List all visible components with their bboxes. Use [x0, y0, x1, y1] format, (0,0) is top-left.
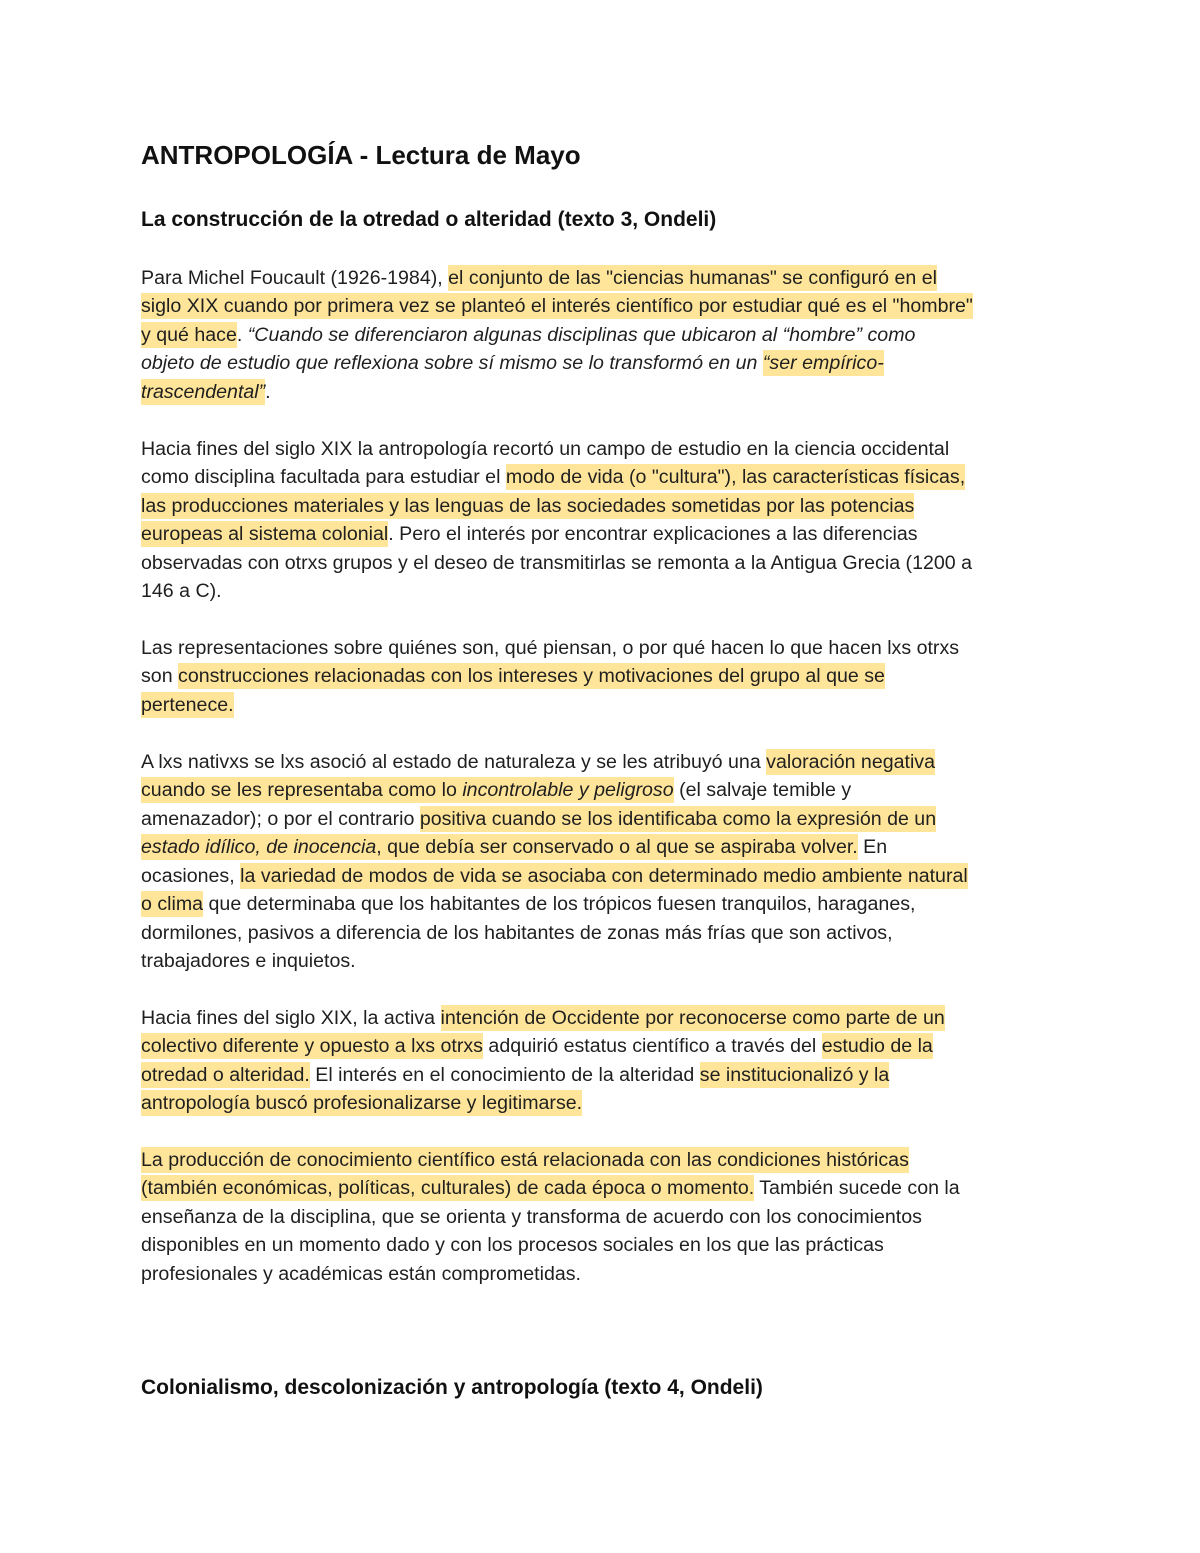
document-title: ANTROPOLOGÍA - Lectura de Mayo	[141, 140, 581, 170]
text-line	[141, 549, 972, 577]
highlighted-text: La producción de conocimiento científico está relacionada con las condiciones históricas	[141, 1149, 909, 1171]
text-run: Para Michel Foucault (1926-1984),	[141, 267, 449, 289]
highlighted-text: trascendental”	[141, 380, 266, 403]
highlighted-text: colectivo diferente y opuesto a lxs otrxs	[141, 1035, 483, 1058]
text-line	[141, 292, 973, 320]
text-run: dormilones, pasivos a diferencia de los habitantes de zonas más frías que son activos,	[141, 921, 893, 944]
text-line	[141, 776, 968, 804]
text-line	[141, 1231, 960, 1259]
text-run: Las representaciones sobre quiénes son, qué piensan, o por qué hacen lo que hacen lxs otrxs	[141, 637, 960, 659]
text-line	[141, 1004, 945, 1032]
text-line	[141, 435, 972, 463]
text-line	[141, 1203, 960, 1231]
paragraph	[141, 264, 973, 406]
text-line	[141, 321, 973, 349]
text-line	[141, 947, 968, 975]
text-run: disponibles en un momento dado y con los procesos sociales en los que las prácticas	[141, 1234, 884, 1257]
text-run: adquirió estatus científico a través del	[482, 1035, 822, 1058]
text-line	[141, 378, 973, 406]
text-line	[141, 520, 972, 548]
text-run: son	[141, 665, 179, 688]
text-line	[141, 890, 968, 918]
text-run: . Pero el interés por encontrar explicaciones a las diferencias	[388, 523, 918, 546]
highlighted-text: se institucionalizó y la	[699, 1063, 890, 1086]
highlighted-text: positiva cuando se los identificaba como la expresión de un	[419, 807, 937, 830]
text-run: como disciplina facultada para estudiar el	[141, 466, 506, 489]
paragraph	[141, 1146, 960, 1288]
text-line	[141, 862, 968, 890]
text-run: “Cuando se diferenciaron algunas disciplinas que ubicaron al “hombre” como	[247, 323, 916, 346]
text-run: También sucede con la	[754, 1177, 960, 1200]
highlighted-text: siglo XIX cuando por primera vez se planteó el interés científico por estudiar qué es el "hombre"	[141, 295, 973, 318]
paragraph	[141, 748, 968, 976]
text-run: 146 a C).	[141, 580, 222, 603]
highlighted-text: o clima	[141, 893, 204, 916]
text-run: profesionales y académicas están comprometidas.	[141, 1262, 581, 1285]
text-run: enseñanza de la disciplina, que se orienta y transforma de acuerdo con los conocimientos	[141, 1205, 922, 1228]
text-run: Hacia fines del siglo XIX la antropología recortó un campo de estudio en la ciencia occidental	[141, 438, 950, 460]
highlighted-text: construcciones relacionadas con los intereses y motivaciones del grupo al que se	[178, 665, 885, 688]
text-line	[141, 691, 959, 719]
highlighted-text: europeas al sistema colonial	[141, 523, 389, 546]
text-line	[141, 349, 973, 377]
highlighted-text: (también económicas, políticas, culturales) de cada época o momento.	[141, 1177, 755, 1200]
text-line	[141, 1061, 945, 1089]
highlighted-text: , que debía ser conservado o al que se aspiraba volver.	[376, 836, 858, 859]
text-line	[141, 264, 973, 292]
highlighted-text: intención de Occidente por reconocerse como parte de un	[440, 1007, 945, 1029]
highlighted-text: antropología buscó profesionalizarse y legitimarse.	[141, 1092, 583, 1115]
section-heading-texto-3: La construcción de la otredad o alteridad (texto 3, Ondeli)	[141, 208, 717, 231]
highlighted-text: “ser empírico-	[762, 352, 884, 375]
text-run: amenazador); o por el contrario	[141, 807, 420, 830]
text-run: El interés en el conocimiento de la alteridad	[309, 1063, 700, 1086]
paragraph	[141, 634, 959, 719]
text-run: observadas con otrxs grupos y el deseo de transmitirlas se remonta a la Antigua Grecia (1200 a	[141, 551, 973, 574]
text-run: trabajadores e inquietos.	[141, 950, 356, 973]
text-line	[141, 1260, 960, 1288]
text-run: .	[265, 380, 271, 403]
text-line	[141, 463, 972, 491]
highlighted-text: y qué hace	[141, 323, 237, 346]
text-run: (el salvaje temible y	[673, 779, 852, 802]
highlighted-text: cuando se les representaba como lo	[141, 779, 463, 802]
text-line	[141, 577, 972, 605]
text-line	[141, 662, 959, 690]
text-line	[141, 748, 968, 776]
text-line	[141, 1174, 960, 1202]
highlighted-text: valoración negativa	[766, 751, 936, 773]
highlighted-text: incontrolable y peligroso	[462, 779, 674, 802]
text-line	[141, 1089, 945, 1117]
highlighted-text: estado idílico, de inocencia	[141, 836, 377, 859]
highlighted-text: modo de vida (o "cultura"), las características físicas,	[505, 466, 966, 489]
highlighted-text: el conjunto de las "ciencias humanas" se configuró en el	[448, 267, 937, 289]
highlighted-text: estudio de la	[821, 1035, 933, 1058]
text-line	[141, 1032, 945, 1060]
highlighted-text: las producciones materiales y las lenguas de las sociedades sometidas por las potencias	[141, 494, 915, 517]
section-heading-texto-4: Colonialismo, descolonización y antropología (texto 4, Ondeli)	[141, 1376, 763, 1399]
text-line	[141, 833, 968, 861]
text-line	[141, 1146, 960, 1174]
text-line	[141, 492, 972, 520]
paragraph	[141, 1004, 945, 1118]
highlighted-text: la variedad de modos de vida se asociaba con determinado medio ambiente natural	[240, 864, 968, 887]
text-line	[141, 805, 968, 833]
text-run: En	[857, 836, 888, 859]
text-run: que determinaba que los habitantes de los trópicos fuesen tranquilos, haraganes,	[203, 893, 916, 916]
text-run: Hacia fines del siglo XIX, la activa	[141, 1007, 441, 1029]
paragraph	[141, 435, 972, 606]
text-line	[141, 634, 959, 662]
text-run: A lxs nativxs se lxs asoció al estado de naturaleza y se les atribuyó una	[141, 751, 767, 773]
highlighted-text: pertenece.	[141, 693, 234, 716]
text-line	[141, 919, 968, 947]
text-run: objeto de estudio que reflexiona sobre sí mismo se lo transformó en un	[141, 352, 763, 375]
text-run: .	[236, 323, 248, 346]
highlighted-text: otredad o alteridad.	[141, 1063, 310, 1086]
text-run: ocasiones,	[141, 864, 241, 887]
